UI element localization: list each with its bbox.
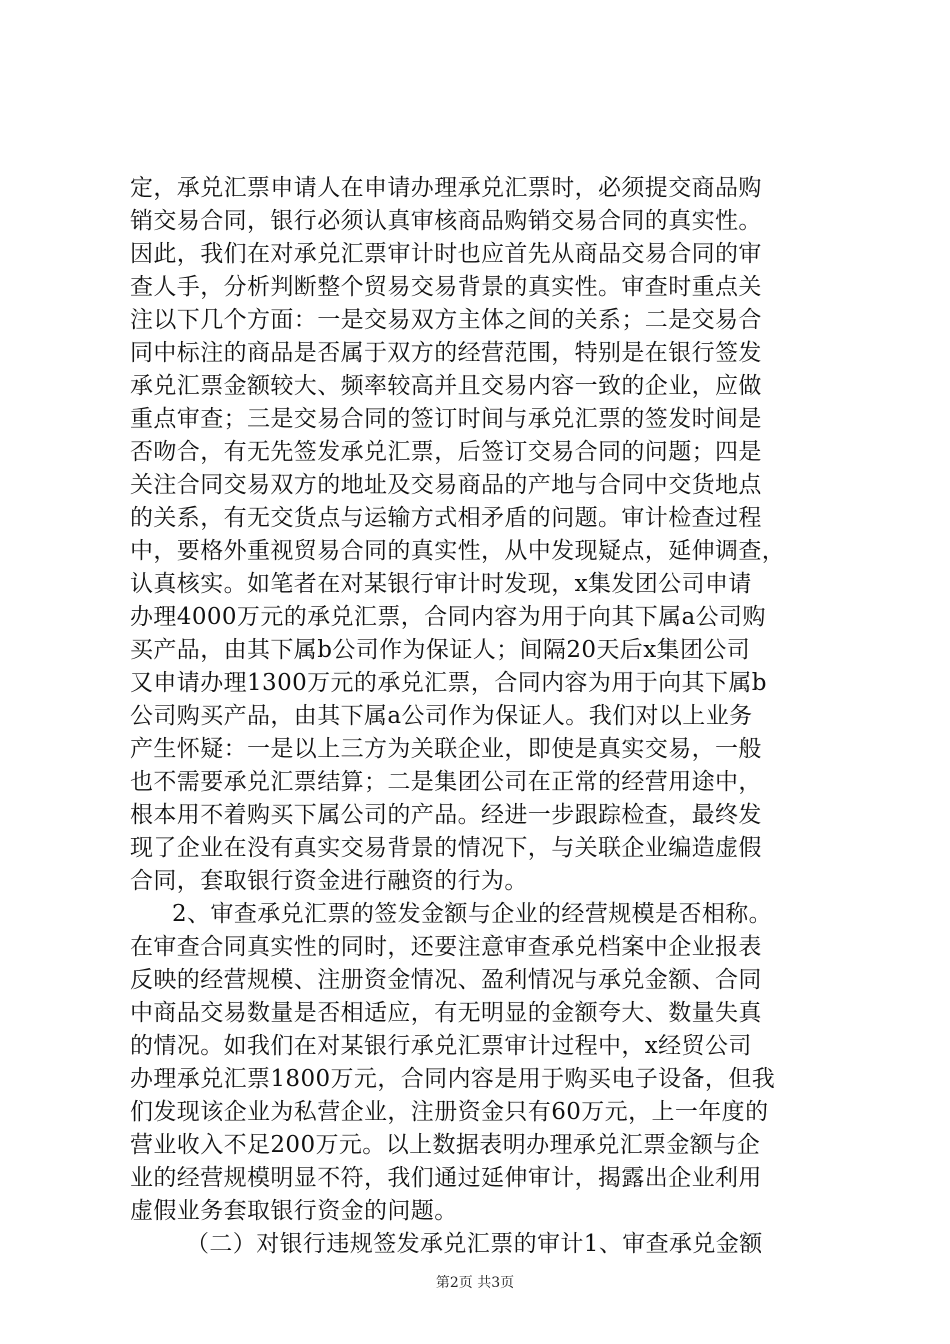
text-line: 定，承兑汇票申请人在申请办理承兑汇票时，必须提交商品购 [130,175,762,201]
text-line: 现了企业在没有真实交易背景的情况下，与关联企业编造虚假 [130,835,762,861]
text-line: 又申请办理1300万元的承兑汇票，合同内容为用于向其下属b [130,670,767,696]
text-line: 否吻合，有无先签发承兑汇票，后签订交易合同的问题；四是 [130,439,762,465]
text-line: 公司购买产品，由其下属a公司作为保证人。我们对以上业务 [130,703,753,729]
text-line: 的情况。如我们在对某银行承兑汇票审计过程中，x经贸公司 [130,1033,752,1059]
text-line: 认真核实。如笔者在对某银行审计时发现，x集发团公司申请 [130,571,752,597]
text-line: 根本用不着购买下属公司的产品。经进一步跟踪检查，最终发 [130,802,762,828]
paragraph-heading: 2、审查承兑汇票的签发金额与企业的经营规模是否相称。 [172,901,773,927]
text-line: 办理承兑汇票1800万元，合同内容是用于购买电子设备，但我 [130,1066,776,1092]
text-line: 虚假业务套取银行资金的问题。 [130,1198,458,1224]
text-line: 在审查合同真实性的同时，还要注意审查承兑档案中企业报表 [130,934,762,960]
text-line: 办理4000万元的承兑汇票，合同内容为用于向其下属a公司购 [130,604,766,630]
text-line: 也不需要承兑汇票结算；二是集团公司在正常的经营用途中， [130,769,762,795]
text-line: 们发现该企业为私营企业，注册资金只有60万元，上一年度的 [130,1099,769,1125]
text-line: 反映的经营规模、注册资金情况、盈利情况与承兑金额、合同 [130,967,762,993]
text-line: 业的经营规模明显不符，我们通过延伸审计，揭露出企业利用 [130,1165,762,1191]
text-line: 查人手，分析判断整个贸易交易背景的真实性。审查时重点关 [130,274,762,300]
section-heading: （二）对银行违规签发承兑汇票的审计1、审查承兑金额 [186,1231,763,1257]
text-line: 同中标注的商品是否属于双方的经营范围，特别是在银行签发 [130,340,762,366]
text-line: 销交易合同，银行必须认真审核商品购销交易合同的真实性。 [130,208,762,234]
text-line: 产生怀疑：一是以上三方为关联企业，即使是真实交易，一般 [130,736,762,762]
text-line: 注以下几个方面：一是交易双方主体之间的关系；二是交易合 [130,307,762,333]
text-line: 买产品，由其下属b公司作为保证人；间隔20天后x集团公司 [130,637,751,663]
text-line: 因此，我们在对承兑汇票审计时也应首先从商品交易合同的审 [130,241,762,267]
body-text [130,172,830,1261]
text-line: 重点审查；三是交易合同的签订时间与承兑汇票的签发时间是 [130,406,762,432]
text-line: 中，要格外重视贸易合同的真实性，从中发现疑点，延伸调查， [130,538,786,564]
text-line: 中商品交易数量是否相适应，有无明显的金额夸大、数量失真 [130,1000,762,1026]
text-line: 合同，套取银行资金进行融资的行为。 [130,868,528,894]
text-line: 关注合同交易双方的地址及交易商品的产地与合同中交货地点 [130,472,762,498]
page-footer [0,1274,950,1292]
text-line: 承兑汇票金额较大、频率较高并且交易内容一致的企业，应做 [130,373,762,399]
text-line: 营业收入不足200万元。以上数据表明办理承兑汇票金额与企 [130,1132,761,1158]
page-number: 第2页 共3页 [435,1275,515,1291]
text-line: 的关系，有无交货点与运输方式相矛盾的问题。审计检查过程 [130,505,762,531]
